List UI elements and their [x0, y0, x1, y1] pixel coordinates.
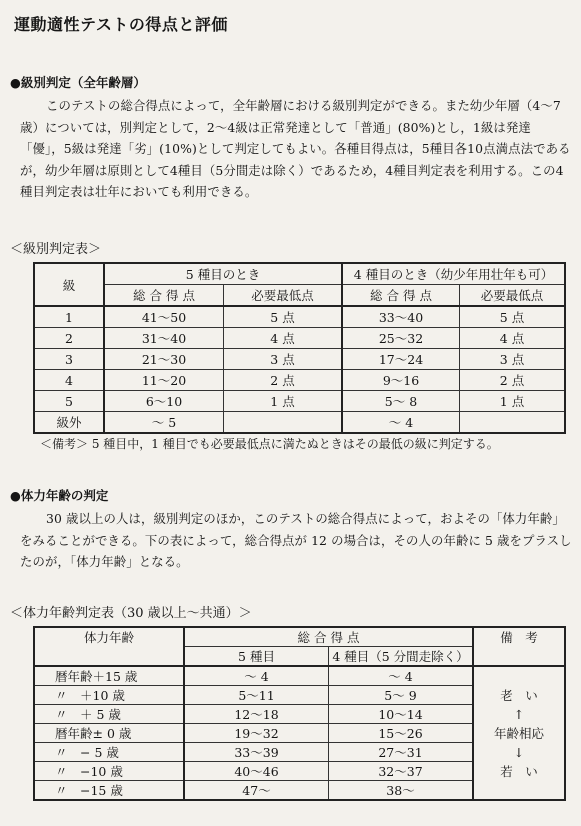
table-row — [34, 306, 565, 328]
header-4-events: 4 種目のとき（幼少年用壮年も可） — [342, 263, 565, 285]
min4-cell: 5 点 — [460, 306, 566, 328]
header-min-5: 必要最低点 — [224, 285, 343, 307]
min4-cell: 4 点 — [460, 328, 566, 349]
age-cell: 〃 −15 歳 — [34, 781, 184, 801]
min4-cell: 1 点 — [460, 391, 566, 412]
age-cell: 〃 −10 歳 — [34, 762, 184, 781]
score5-cell: 〜 4 — [184, 666, 329, 686]
score4-cell: 〜 4 — [329, 666, 474, 686]
arrow-down-icon: ↓ — [513, 744, 525, 760]
header-min-4: 必要最低点 — [460, 285, 566, 307]
fitness-age-table — [33, 626, 566, 801]
score5-cell: 12〜18 — [184, 705, 329, 724]
total4-cell: 〜 4 — [342, 412, 460, 434]
total5-cell: 31〜40 — [104, 328, 224, 349]
section-heading-grade: ●級別判定（全年齢層） — [10, 75, 146, 90]
score5-cell: 5〜11 — [184, 686, 329, 705]
grade-cell: 4 — [34, 370, 104, 391]
age-cell: 〃 ＋10 歳 — [34, 686, 184, 705]
header-4-events: 4 種目（5 分間走除く） — [329, 647, 474, 667]
header-total-score: 総 合 得 点 — [184, 627, 473, 647]
arrow-up-icon: ↑ — [513, 706, 525, 722]
remark-old: 老 い — [500, 687, 538, 703]
table-row — [34, 370, 565, 391]
total4-cell: 9〜16 — [342, 370, 460, 391]
age-cell: 暦年齢＋15 歳 — [34, 666, 184, 686]
age-cell: 暦年齢± 0 歳 — [34, 724, 184, 743]
page-title: 運動適性テストの得点と評価 — [14, 15, 228, 34]
total4-cell: 25〜32 — [342, 328, 460, 349]
grade-paragraph: このテストの総合得点によって，全年齢層における級別判定ができる。また幼少年層（4〜7歳）については，別判定として，2〜4級は正常発達として「普通」(80%)とし，1級は発達「優」，5級は発達「劣」(10%)として判定してもよい。各種目得点は，5種目各10点満点法であるが，幼少年層は原則として4種目（5分間走は除く）であるため，4種目判定表を利用する。この4種目判定表は壮年においても利用できる。 — [20, 98, 571, 199]
min5-cell: 3 点 — [224, 349, 343, 370]
grade-cell: 3 — [34, 349, 104, 370]
fitness-table-label: ＜体力年齢判定表（30 歳以上〜共通）＞ — [10, 606, 252, 621]
grade-table-note: ＜備考＞ 5 種目中，1 種目でも必要最低点に満たぬときはその最低の級に判定する。 — [40, 437, 499, 451]
min5-cell — [224, 412, 343, 434]
age-cell: 〃 − 5 歳 — [34, 743, 184, 762]
total5-cell: 6〜10 — [104, 391, 224, 412]
score4-cell: 10〜14 — [329, 705, 474, 724]
remark-young: 若 い — [500, 763, 538, 779]
total4-cell: 17〜24 — [342, 349, 460, 370]
score4-cell: 27〜31 — [329, 743, 474, 762]
header-total-5: 総 合 得 点 — [104, 285, 224, 307]
header-fitness-age: 体力年齢 — [34, 627, 184, 666]
score5-cell: 47〜 — [184, 781, 329, 801]
header-5-events: 5 種目 — [184, 647, 329, 667]
score5-cell: 40〜46 — [184, 762, 329, 781]
grade-table — [33, 262, 566, 434]
score5-cell: 19〜32 — [184, 724, 329, 743]
header-5-events: 5 種目のとき — [104, 263, 342, 285]
table-row — [34, 391, 565, 412]
table-row — [34, 666, 565, 686]
table-row — [34, 349, 565, 370]
age-cell: 〃 ＋ 5 歳 — [34, 705, 184, 724]
header-grade: 級 — [34, 263, 104, 306]
section-heading-fitness-age: ●体力年齢の判定 — [10, 488, 109, 503]
header-total-4: 総 合 得 点 — [342, 285, 460, 307]
fitness-paragraph: 30 歳以上の人は，級別判定のほか，このテストの総合得点によって，およその「体力年齢」をみることができる。下の表によって，総合得点が 12 の場合は，その人の年齢に 5 歳をプラスしたのが，「体力年齢」となる。 — [20, 511, 572, 569]
score4-cell: 38〜 — [329, 781, 474, 801]
grade-table-label: ＜級別判定表＞ — [10, 242, 102, 257]
score4-cell: 32〜37 — [329, 762, 474, 781]
total5-cell: 〜 5 — [104, 412, 224, 434]
min4-cell — [460, 412, 566, 434]
total4-cell: 5〜 8 — [342, 391, 460, 412]
table-row — [34, 328, 565, 349]
min4-cell: 2 点 — [460, 370, 566, 391]
total5-cell: 11〜20 — [104, 370, 224, 391]
total5-cell: 21〜30 — [104, 349, 224, 370]
grade-cell: 5 — [34, 391, 104, 412]
score5-cell: 33〜39 — [184, 743, 329, 762]
total4-cell: 33〜40 — [342, 306, 460, 328]
min5-cell: 1 点 — [224, 391, 343, 412]
total5-cell: 41〜50 — [104, 306, 224, 328]
header-remarks: 備 考 — [473, 627, 565, 666]
min5-cell: 4 点 — [224, 328, 343, 349]
table-row — [34, 412, 565, 434]
grade-cell: 級外 — [34, 412, 104, 434]
grade-cell: 1 — [34, 306, 104, 328]
remark-age-appropriate: 年齢相応 — [493, 725, 544, 741]
score4-cell: 5〜 9 — [329, 686, 474, 705]
min5-cell: 2 点 — [224, 370, 343, 391]
remarks-cell — [473, 666, 565, 800]
grade-cell: 2 — [34, 328, 104, 349]
min5-cell: 5 点 — [224, 306, 343, 328]
min4-cell: 3 点 — [460, 349, 566, 370]
score4-cell: 15〜26 — [329, 724, 474, 743]
